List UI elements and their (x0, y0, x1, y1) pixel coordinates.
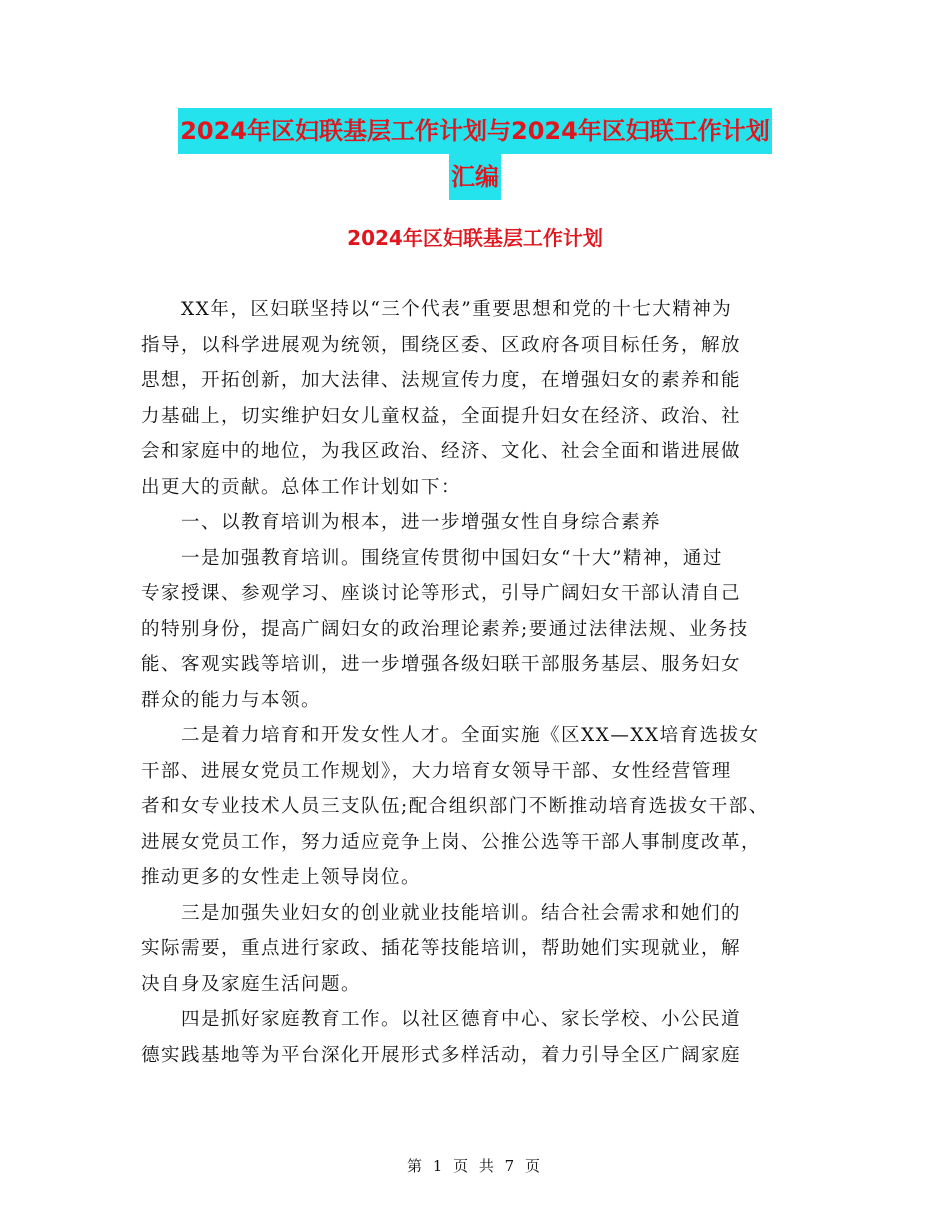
document-title (0, 108, 950, 200)
section-title: 2024年区妇联基层工作计划 (347, 226, 603, 250)
body-line: 指导，以科学进展观为统领，围绕区委、区政府各项目标任务，解放 (141, 334, 742, 356)
page-number: 第 1 页 共 7 页 (407, 1157, 543, 1175)
body-line: 群众的能力与本领。 (141, 689, 322, 711)
document-body (141, 292, 821, 1073)
body-line: 一是加强教育培训。围绕宣传贯彻中国妇女“十大”精神，通过 (141, 547, 723, 569)
body-line: 三是加强失业妇女的创业就业技能培训。结合社会需求和她们的 (141, 902, 742, 924)
title-line-1: 2024年区妇联基层工作计划与2024年区妇联工作计划 (178, 108, 772, 154)
body-line: XX年，区妇联坚持以“三个代表”重要思想和党的十七大精神为 (141, 299, 733, 320)
body-line: 能、客观实践等培训，进一步增强各级妇联干部服务基层、服务妇女 (141, 654, 742, 675)
body-line: 推动更多的女性走上领导岗位。 (141, 867, 422, 888)
body-line: 二是着力培育和开发女性人才。全面实施《区XX—XX培育选拔女 (141, 725, 760, 746)
body-line: 者和女专业技术人员三支队伍;配合组织部门不断推动培育选拔女干部、 (141, 796, 769, 817)
body-line: 出更大的贡献。总体工作计划如下： (141, 476, 462, 498)
body-line: 力基础上，切实维护妇女儿童权益，全面提升妇女在经济、政治、社 (141, 405, 742, 427)
body-line: 四是抓好家庭教育工作。以社区德育中心、家长学校、小公民道 (141, 1009, 742, 1030)
body-line: 会和家庭中的地位，为我区政治、经济、文化、社会全面和谐进展做 (141, 441, 742, 462)
body-line: 思想，开拓创新，加大法律、法规宣传力度，在增强妇女的素养和能 (141, 370, 742, 391)
body-line: 实际需要，重点进行家政、插花等技能培训，帮助她们实现就业，解 (141, 938, 742, 959)
title-line-2: 汇编 (449, 154, 501, 200)
body-line: 一、以教育培训为根本，进一步增强女性自身综合素养 (141, 512, 662, 533)
body-line: 进展女党员工作，努力适应竞争上岗、公推公选等干部人事制度改革， (141, 831, 762, 853)
body-line: 干部、进展女党员工作规划》，大力培育女领导干部、女性经营管理 (141, 760, 732, 782)
body-line: 的特别身份，提高广阔妇女的政治理论素养;要通过法律法规、业务技 (141, 618, 749, 640)
body-line: 德实践基地等为平台深化开展形式多样活动，着力引导全区广阔家庭 (141, 1044, 742, 1066)
body-line: 专家授课、参观学习、座谈讨论等形式，引导广阔妇女干部认清自己 (141, 583, 742, 604)
body-line: 决自身及家庭生活问题。 (141, 973, 362, 995)
